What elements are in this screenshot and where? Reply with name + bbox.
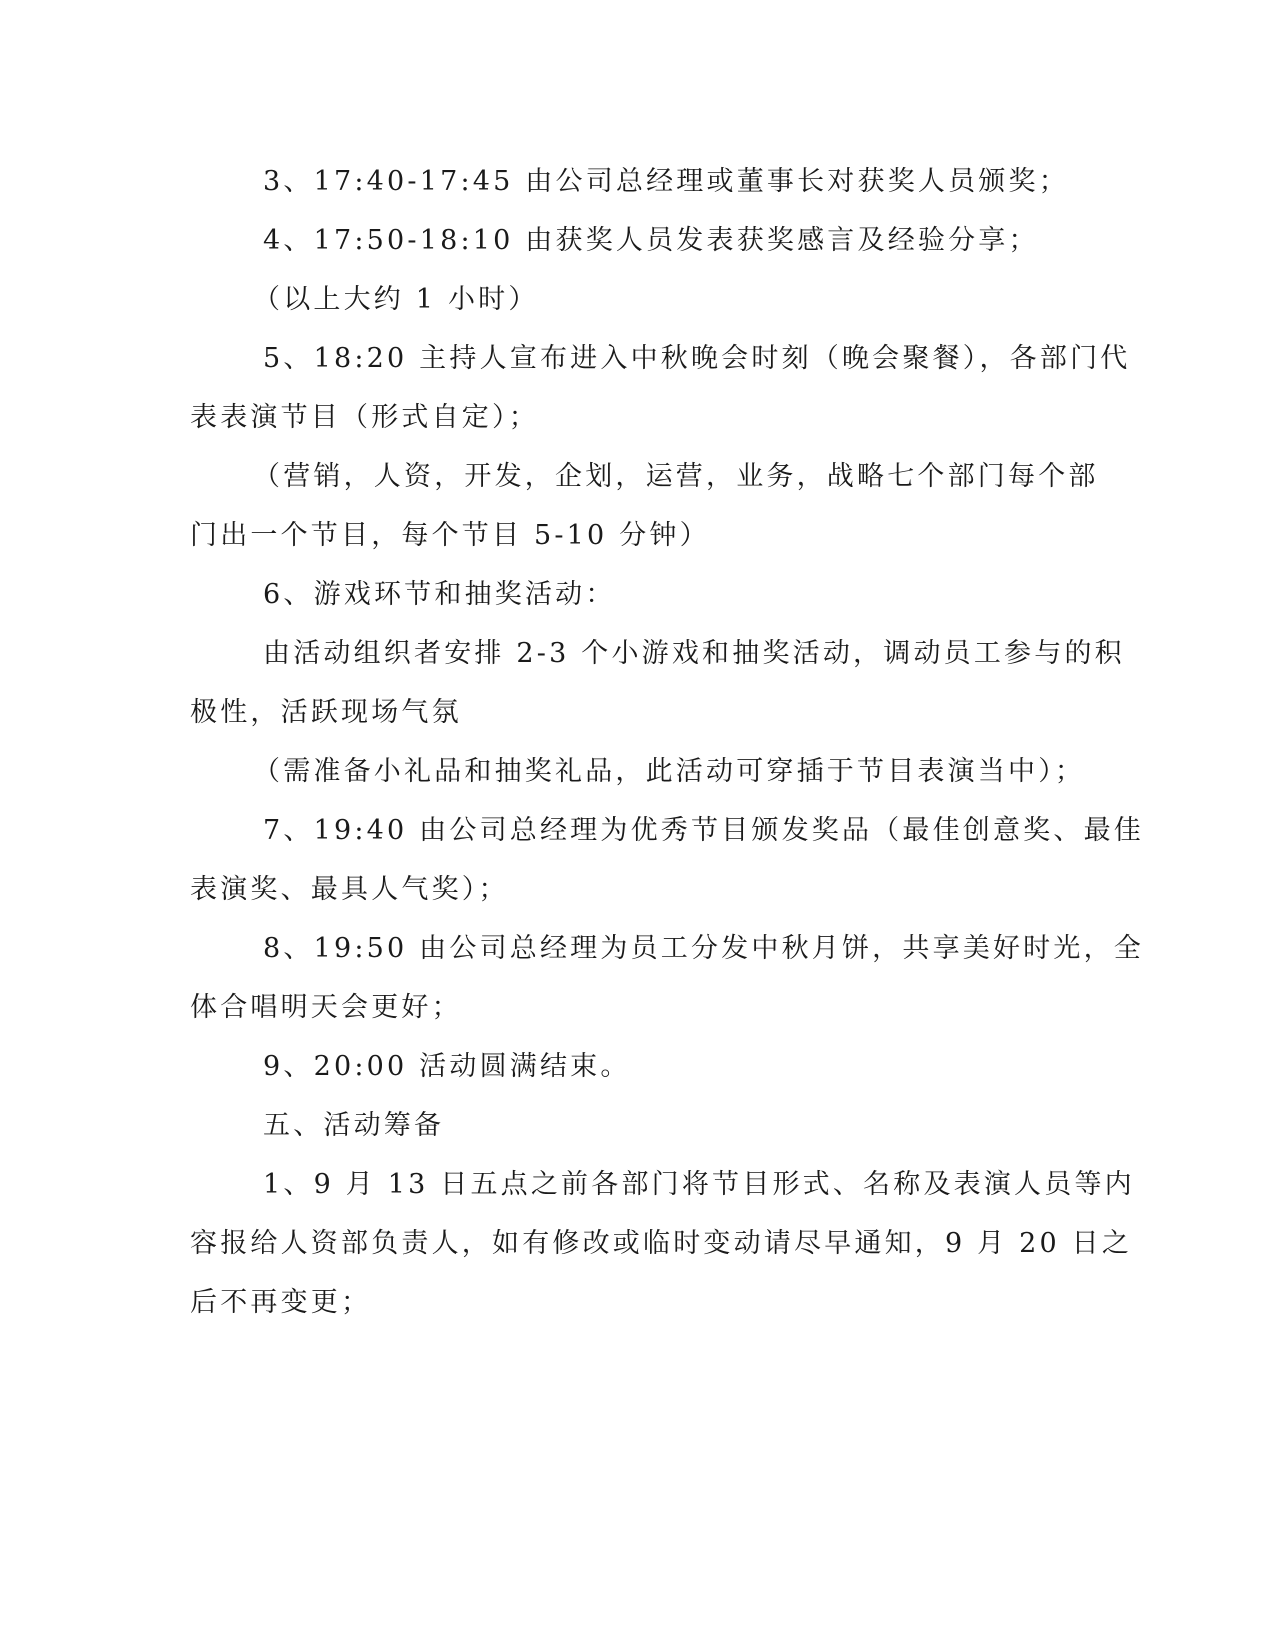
preparation-item-1-line-2: 容报给人资部负责人，如有修改或临时变动请尽早通知，9 月 20 日之 [190,1228,1133,1259]
schedule-item-7-line-1: 7、19:40 由公司总经理为优秀节目颁发奖品（最佳创意奖、最佳 [263,815,1144,846]
games-description-line-1: 由活动组织者安排 2-3 个小游戏和抽奖活动，调动员工参与的积 [263,638,1125,669]
section-heading-preparation: 五、活动筹备 [263,1110,445,1141]
schedule-item-5-line-1: 5、18:20 主持人宣布进入中秋晚会时刻（晚会聚餐），各部门代 [263,343,1131,374]
schedule-item-8-line-2: 体合唱明天会更好； [190,992,462,1023]
schedule-item-6: 6、游戏环节和抽奖活动： [263,579,616,610]
schedule-note-departments-line-1: （营销，人资，开发，企划，运营，业务，战略七个部门每个部 [253,461,1099,492]
schedule-item-5-line-2: 表表演节目（形式自定）； [190,402,539,433]
schedule-item-3: 3、17:40-17:45 由公司总经理或董事长对获奖人员颁奖； [263,166,1069,197]
schedule-note-departments-line-2: 门出一个节目，每个节目 5-10 分钟） [190,520,710,551]
games-description-line-2: 极性，活跃现场气氛 [190,697,462,728]
schedule-item-4: 4、17:50-18:10 由获奖人员发表获奖感言及经验分享； [263,225,1039,256]
preparation-item-1-line-3: 后不再变更； [190,1287,372,1318]
schedule-item-9: 9、20:00 活动圆满结束。 [263,1051,631,1082]
preparation-item-1-line-1: 1、9 月 13 日五点之前各部门将节目形式、名称及表演人员等内 [263,1169,1135,1200]
schedule-item-8-line-1: 8、19:50 由公司总经理为员工分发中秋月饼，共享美好时光，全 [263,933,1144,964]
schedule-item-7-line-2: 表演奖、最具人气奖）； [190,874,509,905]
games-note: （需准备小礼品和抽奖礼品，此活动可穿插于节目表演当中）； [253,756,1086,787]
schedule-note-duration: （以上大约 1 小时） [253,284,539,315]
